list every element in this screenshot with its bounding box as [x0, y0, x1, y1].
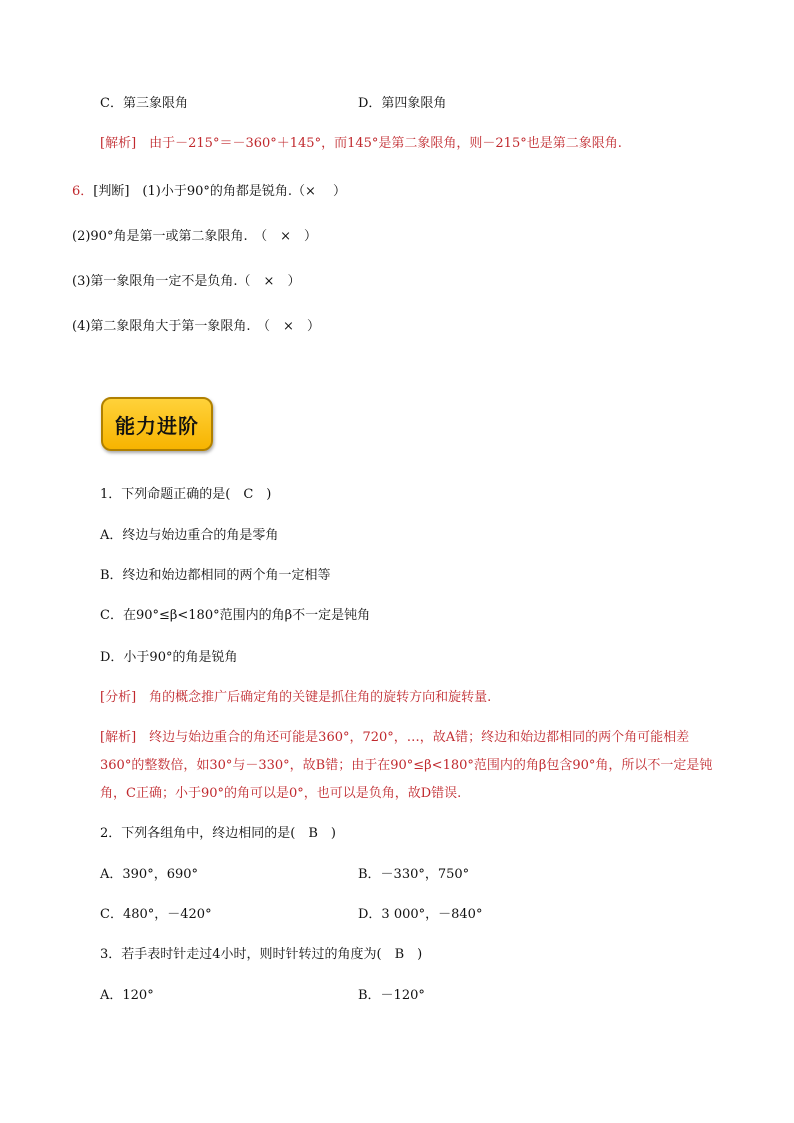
- section-badge-ability-advance: [101, 397, 213, 451]
- q5-option-d: D．第四象限角: [358, 96, 447, 111]
- q2-option-b: B．－330°，750°: [358, 867, 470, 882]
- q6-number: 6．: [72, 184, 94, 199]
- q2-option-d: D．3 000°，－840°: [358, 907, 483, 922]
- q6-judgement-2: (2)90°角是第一或第二象限角. （ × ）: [72, 229, 317, 244]
- q3-option-a: A．120°: [100, 988, 154, 1003]
- q1-option-d: D．小于90°的角是锐角: [100, 650, 238, 665]
- q1-analysis-jiexi: [100, 724, 720, 808]
- q1-option-a: A．终边与始边重合的角是零角: [100, 528, 279, 543]
- q3-option-b: B．－120°: [358, 988, 425, 1003]
- q6-judgement-3: (3)第一象限角一定不是负角.（ × ）: [72, 274, 301, 289]
- q2-option-c: C．480°，－420°: [100, 907, 212, 922]
- q2-option-a: A．390°，690°: [100, 867, 199, 882]
- q6-part-1: [判断] (1)小于90°的角都是锐角.（× ）: [93, 184, 347, 199]
- q2-stem: 2．下列各组角中，终边相同的是( B ): [100, 826, 336, 841]
- section-badge-label: 能力进阶: [115, 413, 199, 438]
- q1-option-c: C．在90°≤β<180°范围内的角β不一定是钝角: [100, 608, 371, 623]
- q1-option-b: B．终边和始边都相同的两个角一定相等: [100, 568, 331, 583]
- q1-jiexi-text: 终边与始边重合的角还可能是360°，720°，…，故A错；终边和始边都相同的两个角可能相差360°的整数倍，如30°与－330°，故B错；由于在90°≤β<180°范围内的角β包含90°角，所以不一定是钝角，C正确；小于90°的角可以是0°，也可以是负角，故D错误.: [100, 730, 713, 801]
- q5-option-c: C．第三象限角: [100, 96, 188, 111]
- q1-jiexi-label: [解析]: [100, 730, 137, 745]
- q6-judgement-1: [72, 183, 346, 201]
- q1-analysis-fenxi: [分析] 角的概念推广后确定角的关键是抓住角的旋转方向和旋转量.: [100, 690, 492, 705]
- q6-judgement-4: (4)第二象限角大于第一象限角. （ × ）: [72, 319, 320, 334]
- q5-analysis: [解析] 由于－215°＝－360°＋145°，而145°是第二象限角，则－215°也是第二象限角.: [100, 136, 622, 151]
- q1-stem: 1．下列命题正确的是( C ): [100, 487, 272, 502]
- q3-stem: 3．若手表时针走过4小时，则时针转过的角度为( B ): [100, 947, 423, 962]
